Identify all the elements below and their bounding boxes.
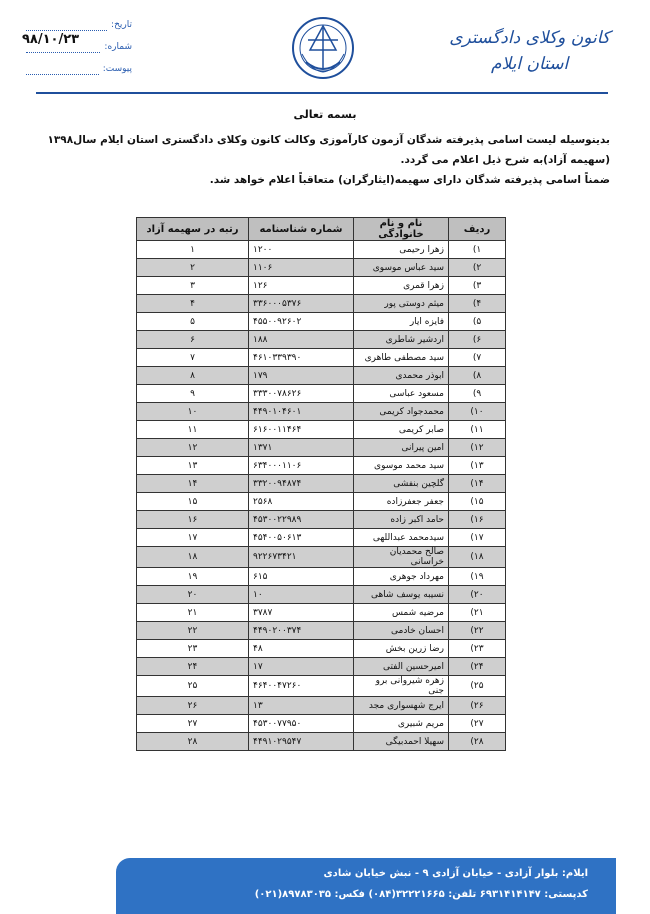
row-number-cell: ۱) — [449, 241, 506, 259]
name-cell: میثم دوستی پور — [354, 295, 449, 313]
table-row — [137, 475, 506, 493]
id-number-cell: ۴۴۹۰۲۰۰۳۷۴ — [249, 622, 354, 640]
name-cell: مرضیه شمس — [354, 604, 449, 622]
id-number-cell: ۳۳۲۰۰۹۴۸۷۴ — [249, 475, 354, 493]
rank-cell: ۲۵ — [137, 676, 249, 697]
table-row — [137, 421, 506, 439]
table-row — [137, 733, 506, 751]
table-row — [137, 439, 506, 457]
col-header-rank: رتبه در سهیمه آزاد — [137, 218, 249, 241]
id-number-cell: ۴۴۹۱۰۲۹۵۴۷ — [249, 733, 354, 751]
table-row — [137, 640, 506, 658]
table-row — [137, 457, 506, 475]
rank-cell: ۲۳ — [137, 640, 249, 658]
date-label: تاریخ: — [111, 20, 132, 30]
row-number-cell: ۲۲) — [449, 622, 506, 640]
col-header-name: نام و نام خانوادگی — [354, 218, 449, 241]
organization-name — [449, 28, 610, 74]
id-number-cell: ۱۰ — [249, 586, 354, 604]
row-number-cell: ۲۰) — [449, 586, 506, 604]
rank-cell: ۱۵ — [137, 493, 249, 511]
footer-address: ایلام: بلوار آزادی - خیابان آزادی ۹ - نبش خیابان شادی — [323, 868, 588, 879]
rank-cell: ۲۱ — [137, 604, 249, 622]
rank-cell: ۱۲ — [137, 439, 249, 457]
row-number-cell: ۸) — [449, 367, 506, 385]
rank-cell: ۳ — [137, 277, 249, 295]
row-number-cell: ۱۸) — [449, 547, 506, 568]
id-number-cell: ۱۲۶ — [249, 277, 354, 295]
rank-cell: ۷ — [137, 349, 249, 367]
id-number-cell: ۴۵۳۰۰۲۲۹۸۹ — [249, 511, 354, 529]
table-row — [137, 658, 506, 676]
id-number-cell: ۴۶۱۰۳۳۹۳۹۰ — [249, 349, 354, 367]
row-number-cell: ۱۰) — [449, 403, 506, 421]
rank-cell: ۲۸ — [137, 733, 249, 751]
rank-cell: ۵ — [137, 313, 249, 331]
id-number-cell: ۱۷ — [249, 658, 354, 676]
rank-cell: ۱۴ — [137, 475, 249, 493]
id-number-cell: ۶۱۶۰۰۱۱۴۶۴ — [249, 421, 354, 439]
col-header-row-number: ردیف — [449, 218, 506, 241]
id-number-cell: ۱۳۷۱ — [249, 439, 354, 457]
table-row — [137, 313, 506, 331]
id-number-cell: ۶۱۵ — [249, 568, 354, 586]
row-number-cell: ۳) — [449, 277, 506, 295]
table-row — [137, 349, 506, 367]
id-number-cell: ۴۴۹۰۱۰۴۶۰۱ — [249, 403, 354, 421]
attachment-label: پیوست: — [102, 64, 132, 74]
name-cell: امیرحسین الفتی — [354, 658, 449, 676]
row-number-cell: ۹) — [449, 385, 506, 403]
row-number-cell: ۱۷) — [449, 529, 506, 547]
table-row — [137, 568, 506, 586]
table-row — [137, 529, 506, 547]
id-number-cell: ۱۷۹ — [249, 367, 354, 385]
name-cell: زهرا رحیمی — [354, 241, 449, 259]
id-number-cell: ۳۳۶۰۰۰۵۳۷۶ — [249, 295, 354, 313]
table-row — [137, 622, 506, 640]
id-number-cell: ۳۳۳۰۰۷۸۶۲۶ — [249, 385, 354, 403]
table-row — [137, 241, 506, 259]
accepted-candidates-table — [136, 217, 506, 751]
intro-line-1: بدینوسیله لیست اسامی پذیرفته شدگان آزمون کارآموزی وکالت کانون وکلای دادگستری استان ایلام سال۱۳۹۸ — [47, 134, 610, 146]
row-number-cell: ۲۳) — [449, 640, 506, 658]
table-row — [137, 295, 506, 313]
table-row — [137, 715, 506, 733]
bar-association-seal-icon — [290, 10, 356, 86]
id-number-cell: ۹۲۲۶۷۳۴۲۱ — [249, 547, 354, 568]
row-number-cell: ۱۹) — [449, 568, 506, 586]
intro-line-2: (سهیمه آزاد)به شرح ذیل اعلام می گردد. — [400, 154, 610, 166]
rank-cell: ۱۶ — [137, 511, 249, 529]
table-row — [137, 676, 506, 697]
rank-cell: ۲۴ — [137, 658, 249, 676]
table-row — [137, 367, 506, 385]
table-row — [137, 277, 506, 295]
id-number-cell: ۴۸ — [249, 640, 354, 658]
table-row — [137, 586, 506, 604]
rank-cell: ۱۹ — [137, 568, 249, 586]
name-cell: مریم شبیری — [354, 715, 449, 733]
id-number-cell: ۱۸۸ — [249, 331, 354, 349]
table-row — [137, 331, 506, 349]
rank-cell: ۲۶ — [137, 697, 249, 715]
table-row — [137, 403, 506, 421]
row-number-cell: ۲۷) — [449, 715, 506, 733]
name-cell: رضا زرین بخش — [354, 640, 449, 658]
name-cell: صابر کریمی — [354, 421, 449, 439]
name-cell: امین پیرانی — [354, 439, 449, 457]
name-cell: احسان خادمی — [354, 622, 449, 640]
name-cell: محمدجواد کریمی — [354, 403, 449, 421]
date-value: ۹۸/۱۰/۲۳ — [22, 32, 80, 47]
name-cell: فایزه ایار — [354, 313, 449, 331]
intro-line-3: ضمناً اسامی پذیرفته شدگان دارای سهیمه(ایثارگران) متعاقباً اعلام خواهد شد. — [209, 174, 610, 186]
footer-contact-bar — [116, 858, 616, 914]
row-number-cell: ۴) — [449, 295, 506, 313]
rank-cell: ۱۱ — [137, 421, 249, 439]
name-cell: گلچین بنفشی — [354, 475, 449, 493]
rank-cell: ۸ — [137, 367, 249, 385]
letter-meta-fields — [22, 14, 132, 80]
id-number-cell: ۴۵۴۰۰۵۰۶۱۳ — [249, 529, 354, 547]
table-row — [137, 493, 506, 511]
name-cell: نسیبه یوسف شاهی — [354, 586, 449, 604]
name-cell: مهرداد جوهری — [354, 568, 449, 586]
row-number-cell: ۱۱) — [449, 421, 506, 439]
id-number-cell: ۲۵۶۸ — [249, 493, 354, 511]
name-cell: اردشیر شاطری — [354, 331, 449, 349]
name-cell: زهره شیروانی برو جنی — [354, 676, 449, 697]
name-cell: ایرج شهسواری مجد — [354, 697, 449, 715]
table-row — [137, 547, 506, 568]
name-cell: زهرا قمری — [354, 277, 449, 295]
row-number-cell: ۱۴) — [449, 475, 506, 493]
rank-cell: ۱۳ — [137, 457, 249, 475]
rank-cell: ۲ — [137, 259, 249, 277]
rank-cell: ۲۲ — [137, 622, 249, 640]
table-row — [137, 259, 506, 277]
table-row — [137, 385, 506, 403]
id-number-cell: ۳۷۸۷ — [249, 604, 354, 622]
rank-cell: ۴ — [137, 295, 249, 313]
table-header-row — [137, 218, 506, 241]
row-number-cell: ۲۸) — [449, 733, 506, 751]
name-cell: مسعود عباسی — [354, 385, 449, 403]
number-label: شماره: — [104, 42, 132, 52]
name-cell: سیدمحمد عبداللهی — [354, 529, 449, 547]
row-number-cell: ۱۳) — [449, 457, 506, 475]
rank-cell: ۱۰ — [137, 403, 249, 421]
col-header-id-number: شماره شناسنامه — [249, 218, 354, 241]
name-cell: سید مصطفی طاهری — [354, 349, 449, 367]
table-row — [137, 697, 506, 715]
org-name-line1: کانون وکلای دادگستری — [449, 28, 610, 48]
id-number-cell: ۱۲۰۰ — [249, 241, 354, 259]
name-cell: جعفر جعفرزاده — [354, 493, 449, 511]
rank-cell: ۱۷ — [137, 529, 249, 547]
name-cell: حامد اکبر زاده — [354, 511, 449, 529]
rank-cell: ۲۷ — [137, 715, 249, 733]
id-number-cell: ۴۶۴۰۰۴۷۲۶۰ — [249, 676, 354, 697]
row-number-cell: ۱۲) — [449, 439, 506, 457]
name-cell: ابوذر محمدی — [354, 367, 449, 385]
rank-cell: ۹ — [137, 385, 249, 403]
id-number-cell: ۶۳۴۰۰۰۱۱۰۶ — [249, 457, 354, 475]
rank-cell: ۱ — [137, 241, 249, 259]
name-cell: سید محمد موسوی — [354, 457, 449, 475]
attachment-field — [22, 58, 132, 80]
rank-cell: ۲۰ — [137, 586, 249, 604]
row-number-cell: ۲۱) — [449, 604, 506, 622]
intro-text — [40, 130, 610, 190]
document-title: بسمه تعالی — [293, 108, 357, 121]
name-cell: صالح محمدیان خراسانی — [354, 547, 449, 568]
name-cell: سید عباس موسوی — [354, 259, 449, 277]
row-number-cell: ۲۴) — [449, 658, 506, 676]
table-row — [137, 604, 506, 622]
id-number-cell: ۴۵۳۰۰۷۷۹۵۰ — [249, 715, 354, 733]
row-number-cell: ۲۶) — [449, 697, 506, 715]
rank-cell: ۶ — [137, 331, 249, 349]
footer-contact: کدپستی: ۶۹۳۱۴۱۴۱۴۷ تلفن: ۳۲۲۲۱۶۶۵(۰۸۴) فکس: ۸۹۷۸۳۰۳۵(۰۲۱) — [254, 889, 588, 900]
row-number-cell: ۱۵) — [449, 493, 506, 511]
name-cell: سهیلا احمدبیگی — [354, 733, 449, 751]
row-number-cell: ۶) — [449, 331, 506, 349]
row-number-cell: ۲) — [449, 259, 506, 277]
row-number-cell: ۵) — [449, 313, 506, 331]
org-name-line2: استان ایلام — [490, 54, 569, 74]
rank-cell: ۱۸ — [137, 547, 249, 568]
row-number-cell: ۱۶) — [449, 511, 506, 529]
table-row — [137, 511, 506, 529]
id-number-cell: ۱۳ — [249, 697, 354, 715]
header-divider — [36, 92, 608, 94]
id-number-cell: ۴۵۵۰۰۹۲۶۰۲ — [249, 313, 354, 331]
id-number-cell: ۱۱۰۶ — [249, 259, 354, 277]
row-number-cell: ۲۵) — [449, 676, 506, 697]
table-body — [137, 241, 506, 751]
row-number-cell: ۷) — [449, 349, 506, 367]
